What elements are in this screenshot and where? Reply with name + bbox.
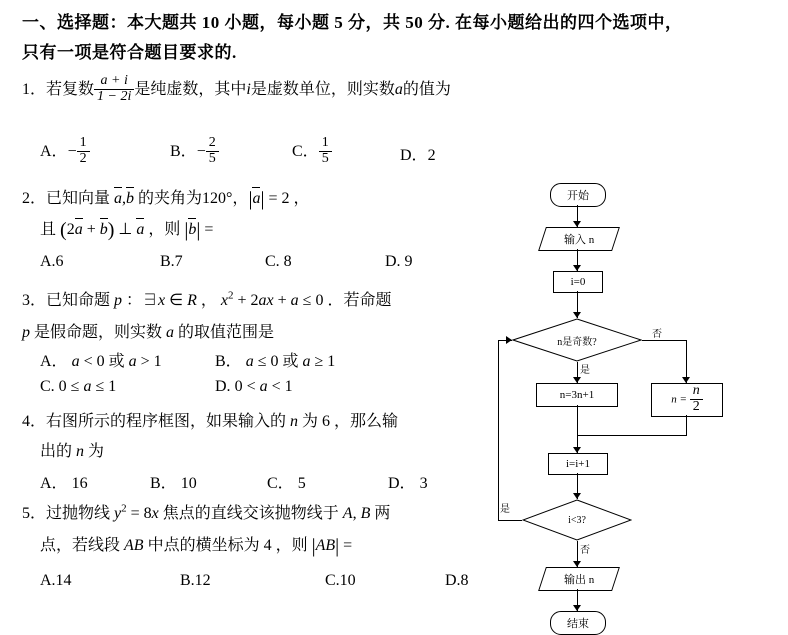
flowchart-node-input-label: 输入 n xyxy=(563,234,595,246)
section-heading-line2: 只有一项是符合题目要求的. xyxy=(22,43,237,62)
flowchart-node-cond-odd-label: n是奇数? xyxy=(557,336,597,348)
flowchart-label-yes-i: 是 xyxy=(500,504,510,515)
option-value: 3 xyxy=(419,475,428,492)
question-5-line2: 点，若线段 AB 中点的横坐标为 4 ，则 |AB| = xyxy=(40,535,353,557)
assign-even-prefix: n = xyxy=(671,393,687,406)
option-label: A． xyxy=(40,353,68,370)
option-value: − $\frac{1}{2}$ xyxy=(68,143,90,160)
option-label: C． xyxy=(292,142,319,160)
option-label: D． xyxy=(400,147,428,164)
question-3-line1: 3．已知命题 p ：∃x ∈ R ， $x^2 + 2ax + a \le 0$ ．若命题 xyxy=(22,289,392,309)
flowchart-node-increment: i=i+1 xyxy=(548,453,608,475)
option-label: B． xyxy=(215,353,242,370)
flowchart-node-input xyxy=(538,227,620,251)
flowchart-node-assign-even-label xyxy=(671,382,702,415)
option-label: B． xyxy=(170,142,197,160)
flowchart-node-assign-odd: n=3n+1 xyxy=(536,383,618,407)
flowchart-node-cond-i-label: i<3? xyxy=(568,514,586,526)
question-4-option-d[interactable] xyxy=(388,470,428,493)
question-3-option-a[interactable]: A． a < 0 或 a > 1 xyxy=(40,353,162,370)
connector xyxy=(642,340,686,341)
question-3-option-d[interactable]: D. 0 < a < 1 xyxy=(215,378,293,395)
question-3-option-b[interactable]: B． a ≤ 0 或 a ≥ 1 xyxy=(215,353,336,370)
flowchart-figure xyxy=(480,175,780,630)
question-5-option-d[interactable]: D.8 xyxy=(445,572,469,589)
fraction-denominator: 1 − 2i xyxy=(97,88,132,104)
option-value: 10 xyxy=(180,475,197,492)
question-5-number: 5． xyxy=(22,505,47,522)
option-label: A． xyxy=(40,142,68,160)
question-4-option-a[interactable] xyxy=(40,470,88,493)
flowchart-label-no-i: 否 xyxy=(580,545,590,556)
option-value: 5 xyxy=(297,475,306,492)
question-5-line1: 5．过抛物线 $y^2 = 8x$ 焦点的直线交该抛物线于 A, B 两 xyxy=(22,502,391,522)
question-1-number: 1． xyxy=(22,80,47,98)
flowchart-node-end: 结束 xyxy=(550,611,606,635)
question-3-option-c[interactable]: C. 0 ≤ a ≤ 1 xyxy=(40,378,117,395)
option-value: − $\frac{2}{5}$ xyxy=(197,143,219,160)
question-2-option-b[interactable]: B.7 xyxy=(160,253,183,270)
flowchart-node-start: 开始 xyxy=(550,183,606,207)
connector xyxy=(498,520,522,521)
question-1-option-c[interactable] xyxy=(292,137,332,167)
question-1-italic-a: a xyxy=(394,80,403,98)
question-1-italic-i: i xyxy=(246,80,251,98)
question-4-line1: 4．右图所示的程序框图，如果输入的 n 为 6 ，那么输 xyxy=(22,413,399,430)
question-2-number: 2． xyxy=(22,190,47,207)
question-4-number: 4． xyxy=(22,413,47,430)
question-1-text-a: 若复数 xyxy=(46,80,95,98)
question-5-option-a[interactable]: A.14 xyxy=(40,572,72,589)
fraction-numerator: a + i xyxy=(94,74,134,90)
assign-even-fraction xyxy=(690,384,703,414)
question-5-option-c[interactable]: C.10 xyxy=(325,572,356,589)
flowchart-node-init: i=0 xyxy=(553,271,603,293)
option-label: A． xyxy=(40,475,68,492)
option-value: 16 xyxy=(71,475,88,492)
option-label: D. xyxy=(215,378,231,395)
section-heading-line1: 一、选择题：本大题共 10 小题，每小题 5 分，共 50 分. 在每小题给出的四个选项中， xyxy=(22,13,683,32)
question-1-text-d: 的值为 xyxy=(402,80,451,98)
option-value: 2 xyxy=(427,147,436,164)
option-value: $\frac{1}{5}$ xyxy=(319,143,332,160)
question-5-option-b[interactable]: B.12 xyxy=(180,572,211,589)
question-2-option-c[interactable]: C. 8 xyxy=(265,253,292,270)
flowchart-node-output xyxy=(538,567,620,591)
question-1 xyxy=(22,75,451,105)
flowchart-node-cond-odd xyxy=(512,318,642,362)
flowchart-node-assign-even xyxy=(651,383,723,417)
question-2-option-d[interactable]: D. 9 xyxy=(385,253,413,270)
fraction-denominator: 2 xyxy=(692,398,700,414)
question-4-option-c[interactable] xyxy=(267,470,306,493)
flowchart-label-no-odd: 否 xyxy=(652,329,662,340)
question-1-option-d[interactable] xyxy=(400,142,436,165)
connector xyxy=(577,405,578,435)
option-label: B． xyxy=(150,475,177,492)
question-1-text-c: 是虚数单位，则实数 xyxy=(250,80,395,98)
question-4-option-b[interactable] xyxy=(150,470,197,493)
flowchart-node-output-label: 输出 n xyxy=(563,574,595,586)
question-3-line2: p 是假命题，则实数 a 的取值范围是 xyxy=(22,324,275,341)
arrow-right xyxy=(506,336,512,344)
option-label: C． xyxy=(267,475,294,492)
question-1-option-a[interactable] xyxy=(40,137,90,167)
fraction-numerator: n xyxy=(690,384,703,400)
question-1-option-b[interactable] xyxy=(170,137,219,167)
question-1-fraction xyxy=(94,74,134,104)
connector xyxy=(498,340,499,520)
question-2-line1: 2．已知向量 a,b 的夹角为120°，|a| = 2 ， xyxy=(22,188,310,210)
question-2-line2: 且 (2a + b) ⊥ a ，则 |b| = xyxy=(40,219,214,241)
flowchart-node-cond-i xyxy=(522,499,632,541)
question-3-number: 3． xyxy=(22,292,47,309)
question-2-option-a[interactable]: A.6 xyxy=(40,253,64,270)
flowchart-label-yes-odd: 是 xyxy=(580,365,590,376)
question-1-text-b: 是纯虚数，其中 xyxy=(134,80,247,98)
connector xyxy=(686,415,687,435)
option-label: C. xyxy=(40,378,55,395)
question-4-line2: 出的 n 为 xyxy=(40,443,105,460)
option-label: D． xyxy=(388,475,416,492)
connector xyxy=(577,435,687,436)
